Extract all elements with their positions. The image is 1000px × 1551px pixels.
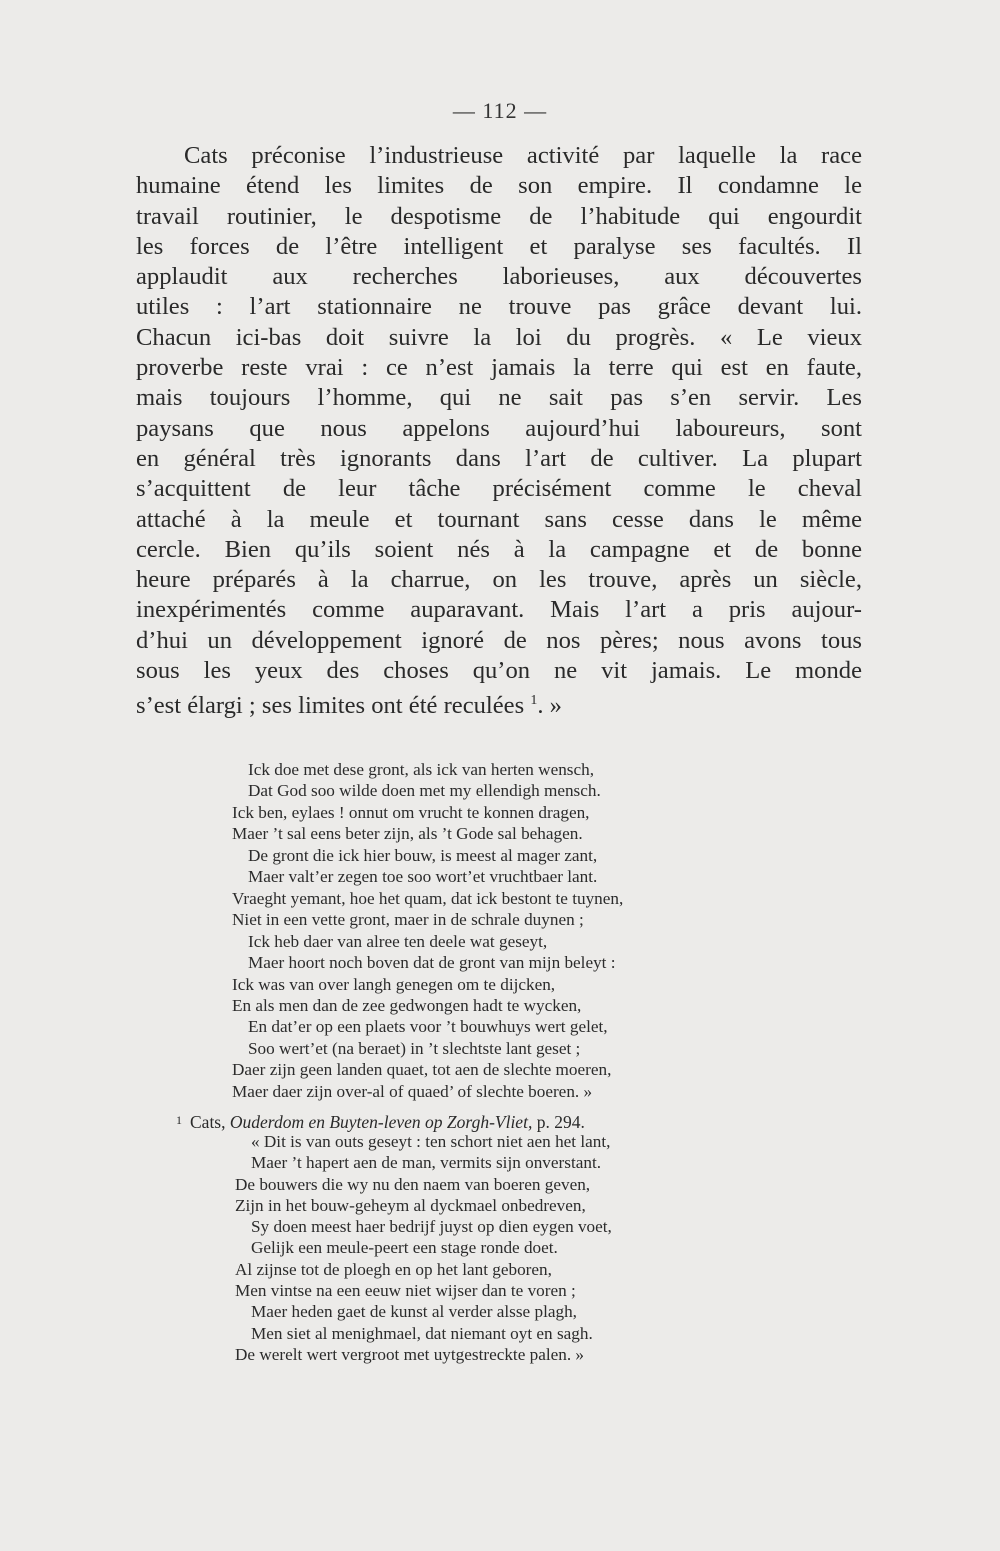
verse-line: Maer hoort noch boven dat de gront van mijn beleyt : [248, 953, 616, 973]
body-line: paysans que nous appelons aujourd’hui laboureurs, sont [136, 414, 862, 442]
footnote-verse-line: « Dit is van outs geseyt : ten schort niet aen het lant, [251, 1132, 611, 1151]
page-number: — 112 — [452, 98, 548, 123]
verse-line: Vraeght yemant, hoe het quam, dat ick bestont te tuynen, [232, 888, 624, 908]
body-line: Cats préconise l’industrieuse activité par laquelle la race [184, 142, 862, 169]
body-line: applaudit aux recherches laborieuses, aux découvertes [136, 263, 862, 291]
footnote-verse-line: Maer ’t hapert aen de man, vermits sijn onverstant. [251, 1153, 602, 1173]
footnote [176, 1109, 585, 1133]
body-line: cercle. Bien qu’ils soient nés à la campagne et de bonne [136, 535, 862, 563]
footnote-verse-line: Zijn in het bouw-geheym al dyckmael onbedreven, [235, 1195, 586, 1215]
body-line: humaine étend les limites de son empire. Il condamne le [136, 172, 862, 200]
body-line: s’acquittent de leur tâche précisément comme le cheval [136, 475, 862, 503]
body-line-last [136, 686, 862, 721]
footnote-marker: 1 [176, 1113, 182, 1127]
verse-block [232, 759, 792, 1102]
body-line: utiles : l’art stationnaire ne trouve pas grâce devant lui. [136, 293, 862, 321]
footnote-verse-line: Sy doen meest haer bedrijf juyst op dien eygen voet, [251, 1217, 612, 1237]
verse-line: Maer ’t sal eens beter zijn, als ’t Gode sal behagen. [232, 824, 583, 844]
body-line: heure préparés à la charrue, on les trouve, après un siècle, [136, 566, 862, 594]
body-paragraph [136, 141, 862, 722]
body-line: attaché à la meule et tournant sans cesse dans le même [136, 505, 862, 533]
body-line-text: s’est élargi ; ses limites ont été reculées [136, 692, 525, 720]
quote-close: . » [537, 692, 562, 720]
footnote-verse-line: Men siet al menighmael, dat niemant oyt en sagh. [251, 1323, 593, 1343]
verse-line: Ick heb daer van alree ten deele wat geseyt, [248, 931, 548, 951]
footnote-title: Ouderdom en Buyten-leven op Zorgh-Vliet, [229, 1112, 533, 1132]
verse-line: Ick doe met dese gront, als ick van herten wensch, [248, 760, 595, 779]
verse-line: Ick ben, eylaes ! onnut om vrucht te konnen dragen, [232, 802, 590, 822]
verse-line: De gront die ick hier bouw, is meest al mager zant, [248, 845, 598, 865]
body-line: les forces de l’être intelligent et paralyse ses facultés. Il [136, 232, 862, 260]
footnote-page: p. 294. [536, 1112, 585, 1132]
body-line: sous les yeux des choses qu’on ne vit jamais. Le monde [136, 657, 862, 685]
verse-line: Maer valt’er zegen toe soo wort’et vruchtbaer lant. [248, 867, 598, 887]
verse-line: Dat God soo wilde doen met my ellendigh mensch. [248, 781, 601, 801]
verse-line: Daer zijn geen landen quaet, tot aen de slechte moeren, [232, 1060, 612, 1080]
footnote-verse-line: Gelijk een meule-peert een stage ronde doet. [251, 1238, 558, 1258]
verse-line: Ick was van over langh genegen om te dijcken, [232, 974, 556, 994]
footnote-reference[interactable]: 1 [530, 693, 538, 709]
verse-line: En dat’er op een plaets voor ’t bouwhuys wert gelet, [248, 1017, 608, 1037]
footnote-verse-line: De bouwers die wy nu den naem van boeren geven, [235, 1174, 591, 1194]
footnote-verse-line: Al zijnse tot de ploegh en op het lant geboren, [235, 1259, 552, 1279]
footnote-author: Cats, [190, 1112, 226, 1132]
footnote-verse-line: De werelt wert vergroot met uytgestreckte palen. » [235, 1344, 585, 1364]
body-line: en général très ignorants dans l’art de cultiver. La plupart [136, 444, 862, 472]
body-line: Chacun ici-bas doit suivre la loi du progrès. « Le vieux [136, 323, 862, 351]
verse-line: Soo wert’et (na beraet) in ’t slechtste lant geset ; [248, 1038, 581, 1058]
verse-line: Maer daer zijn over-al of quaed’ of slechte boeren. » [232, 1081, 593, 1101]
body-line: mais toujours l’homme, qui ne sait pas s’en servir. Les [136, 384, 862, 412]
verse-line: En als men dan de zee gedwongen hadt te wycken, [232, 995, 582, 1015]
body-line: travail routinier, le despotisme de l’habitude qui engourdit [136, 202, 862, 230]
body-line: inexpérimentés comme auparavant. Mais l’art a pris aujour- [136, 596, 862, 624]
footnote-verse-line: Men vintse na een eeuw niet wijser dan te voren ; [235, 1281, 576, 1301]
body-line: d’hui un développement ignoré de nos pères; nous avons tous [136, 626, 862, 654]
footnote-verse-line: Maer heden gaet de kunst al verder alsse plagh, [251, 1302, 577, 1322]
verse-line: Niet in een vette gront, maer in de schrale duynen ; [232, 910, 584, 930]
body-line: proverbe reste vrai : ce n’est jamais la terre qui est en faute, [136, 354, 862, 382]
footnote-verse-block [235, 1131, 795, 1365]
